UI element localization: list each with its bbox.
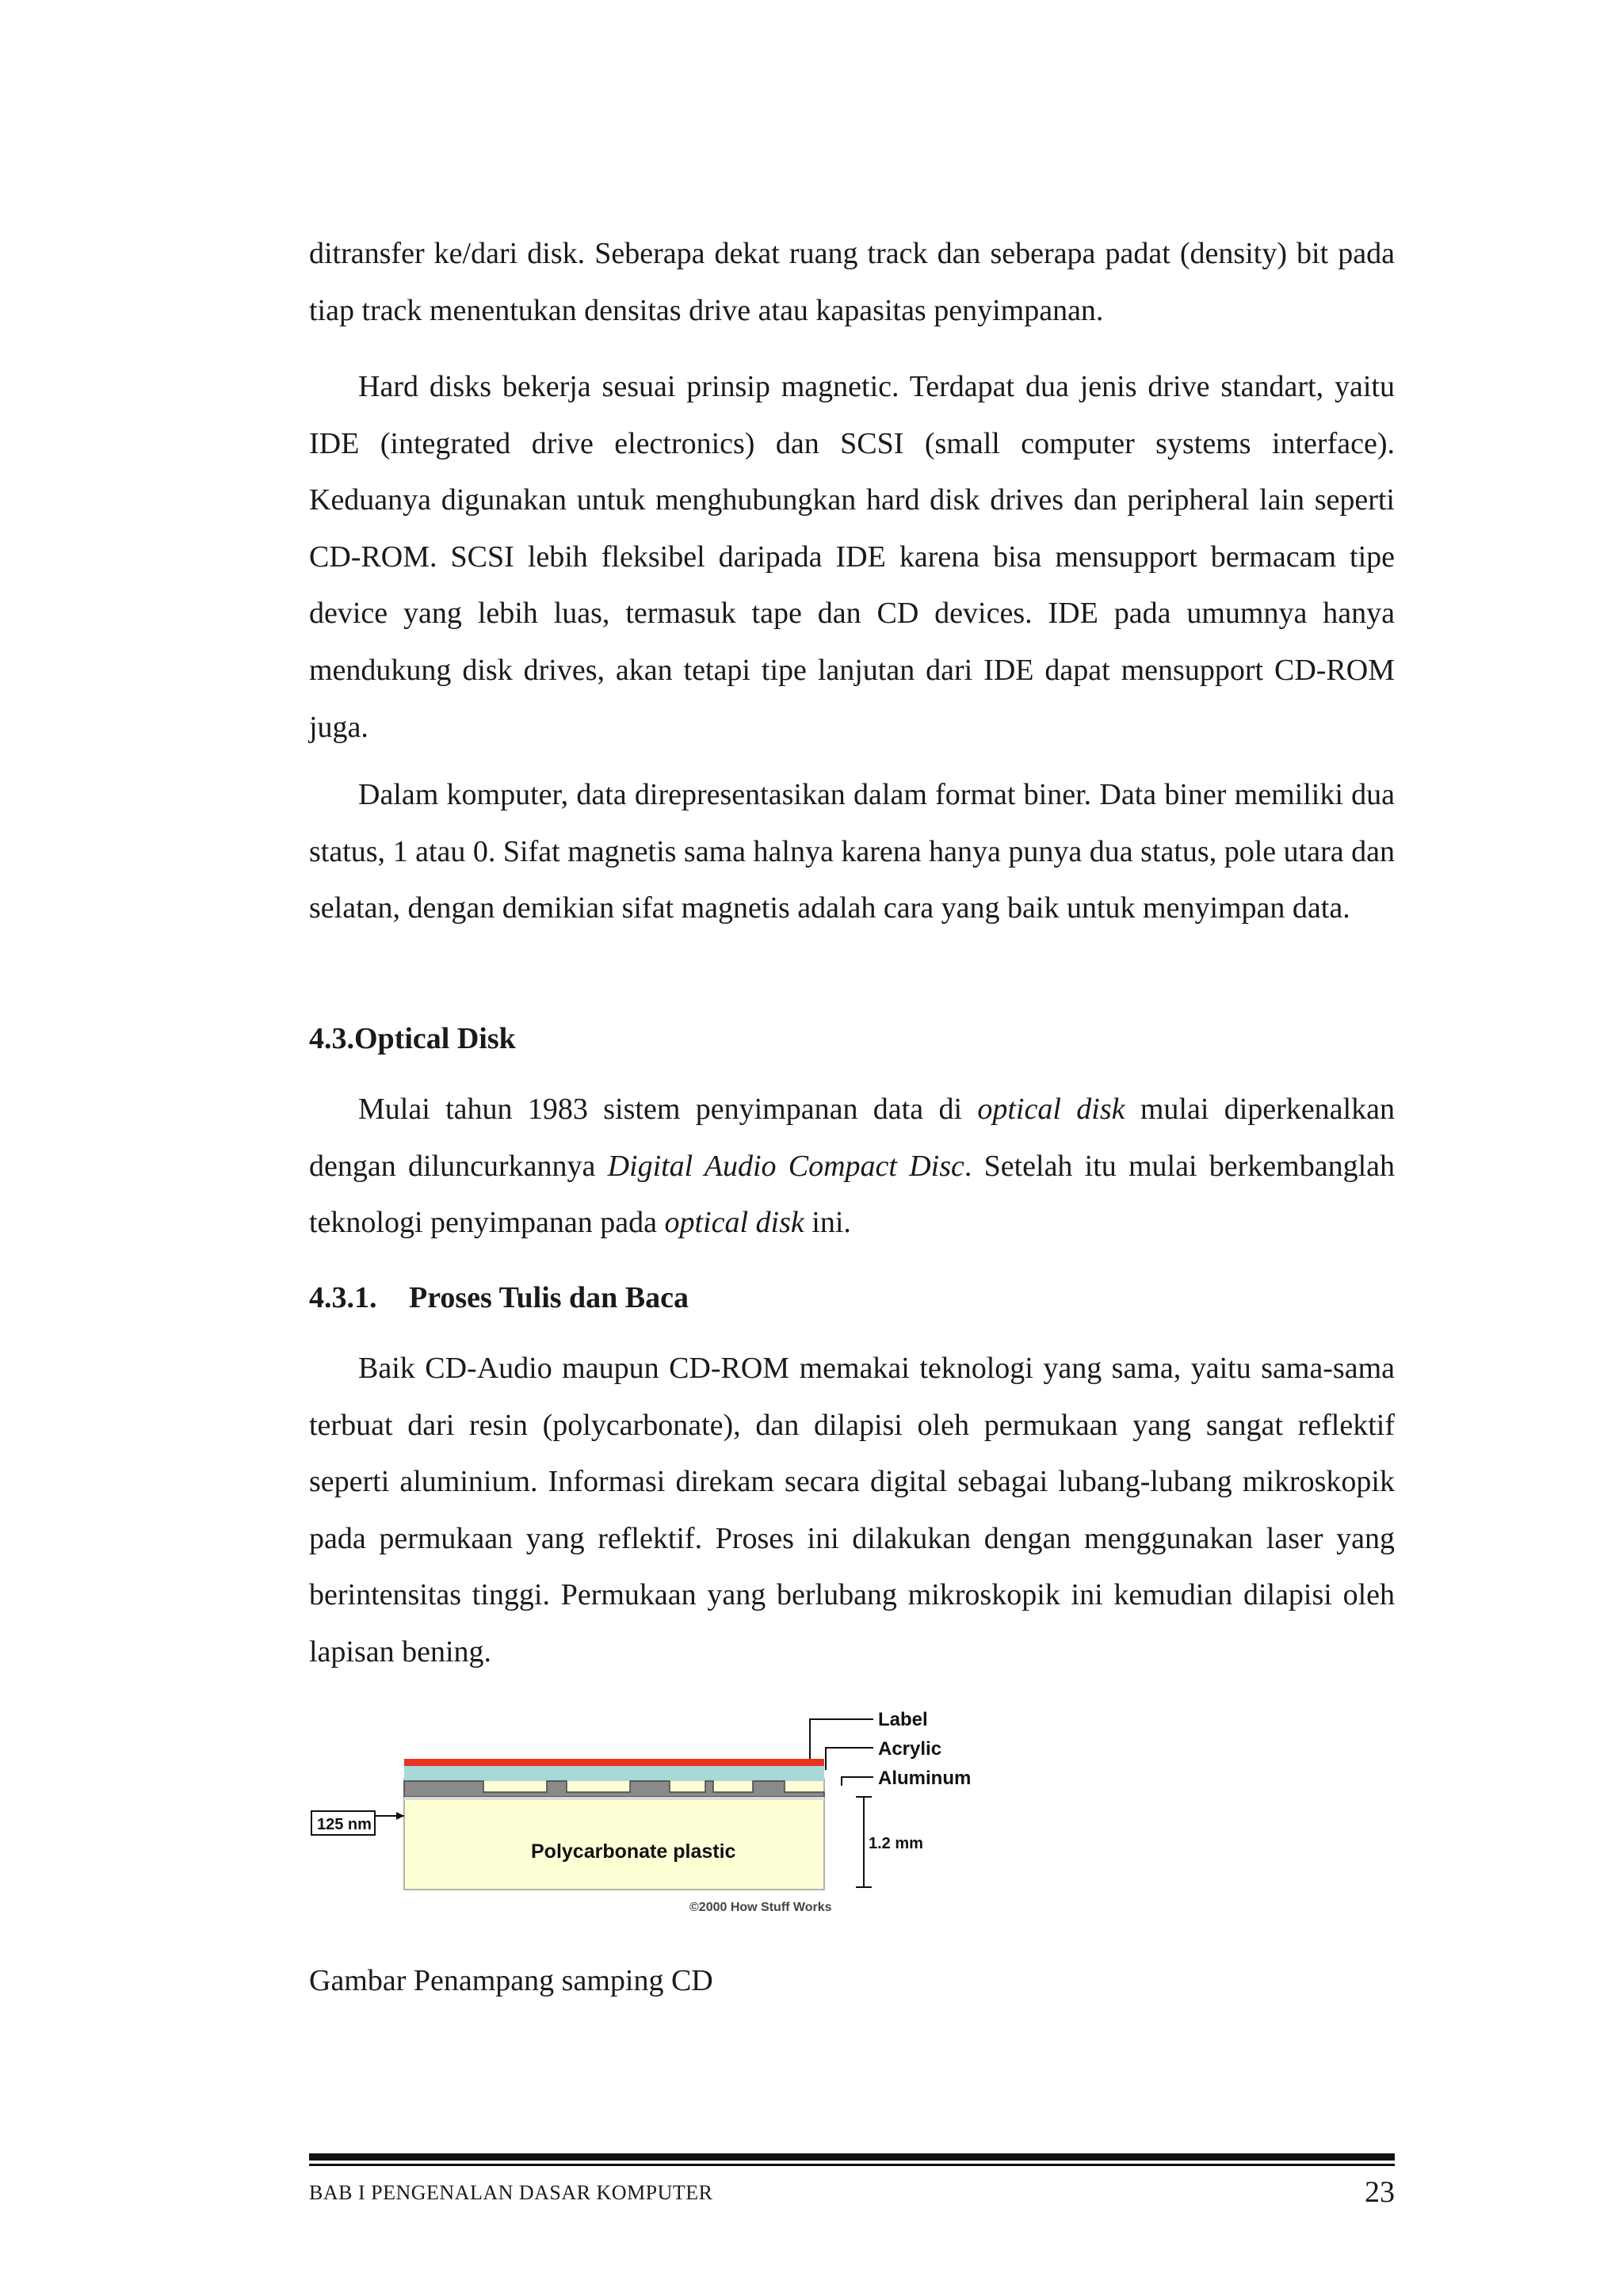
footer-rule-thick xyxy=(309,2153,1395,2161)
footer-chapter-title: BAB I PENGENALAN DASAR KOMPUTER xyxy=(309,2181,713,2204)
section-heading-optical-disk: 4.3.Optical Disk xyxy=(309,1022,516,1055)
acrylic-leader-line xyxy=(826,1748,873,1770)
figure-label-polycarbonate: Polycarbonate plastic xyxy=(531,1840,736,1863)
subsection-title: Proses Tulis dan Baca xyxy=(409,1281,689,1314)
figure-caption: Gambar Penampang samping CD xyxy=(309,1964,713,1997)
paragraph-density: ditransfer ke/dari disk. Seberapa dekat ruang track dan seberapa padat (density) bit pada tiap track menentukan densitas drive atau kapasitas penyimpanan. xyxy=(309,237,1395,327)
figure-label-thickness: 1.2 mm xyxy=(869,1835,923,1852)
aluminum-leader-line xyxy=(842,1777,873,1786)
subsection-number: 4.3.1. xyxy=(309,1281,377,1314)
footer-rule-thin xyxy=(309,2164,1395,2166)
compact-disc-term: Digital Audio Compact Disc xyxy=(607,1149,964,1183)
footer-page-number: 23 xyxy=(1365,2176,1395,2209)
cd-cross-section-diagram xyxy=(309,1703,983,1941)
figure-label-pit-depth: 125 nm xyxy=(317,1816,372,1833)
figure-label-aluminum: Aluminum xyxy=(878,1768,972,1789)
label-leader-line xyxy=(810,1719,873,1759)
acrylic-layer xyxy=(404,1765,824,1781)
paragraph-binary-data: Dalam komputer, data direpresentasikan dalam format biner. Data biner memiliki dua status, 1 atau 0. Sifat magnetis sama halnya karena hanya punya dua status, pole utara dan selatan, dengan demikian sifat magnetis adalah cara yang baik untuk menyimpan data. xyxy=(309,778,1395,925)
paragraph-hard-disks: Hard disks bekerja sesuai prinsip magnetic. Terdapat dua jenis drive standart, yaitu IDE (integrated drive electronics) dan SCSI (small computer systems interface). Keduanya digunakan untuk menghubungkan hard disk drives dan peripheral lain seperti CD-ROM. SCSI lebih fleksibel daripada IDE karena bisa mensupport bermacam tipe device yang lebih luas, termasuk tape dan CD devices. IDE pada umumnya hanya mendukung disk drives, akan tetapi tipe lanjutan dari IDE dapat mensupport CD-ROM juga. xyxy=(309,370,1395,744)
subsection-heading-write-read xyxy=(309,1274,689,1322)
optical-disk-term-2: optical disk xyxy=(664,1206,804,1240)
figure-credit: ©2000 How Stuff Works xyxy=(689,1901,832,1914)
figure-label-acrylic: Acrylic xyxy=(878,1738,942,1760)
paragraph-cd-technology: Baik CD-Audio maupun CD-ROM memakai teknologi yang sama, yaitu sama-sama terbuat dari resin (polycarbonate), dan dilapisi oleh permukaan yang sangat reflektif seperti aluminium. Informasi direkam secara digital sebagai lubang-lubang mikroskopik pada permukaan yang reflektif. Proses ini dilakukan dengan menggunakan laser yang berintensitas tinggi. Permukaan yang berlubang mikroskopik ini kemudian dilapisi oleh lapisan bening. xyxy=(309,1352,1395,1669)
aluminum-reflection xyxy=(404,1797,824,1800)
figure-label-label: Label xyxy=(878,1709,928,1730)
optical-disk-term: optical disk xyxy=(977,1093,1125,1126)
paragraph-optical-history: Mulai tahun 1983 sistem penyimpanan data di optical disk mulai diperkenalkan dengan diluncurkannya Digital Audio Compact Disc. Setelah itu mulai berkembanglah teknologi penyimpanan pada optical disk ini. xyxy=(309,1093,1395,1240)
label-layer xyxy=(404,1759,824,1766)
